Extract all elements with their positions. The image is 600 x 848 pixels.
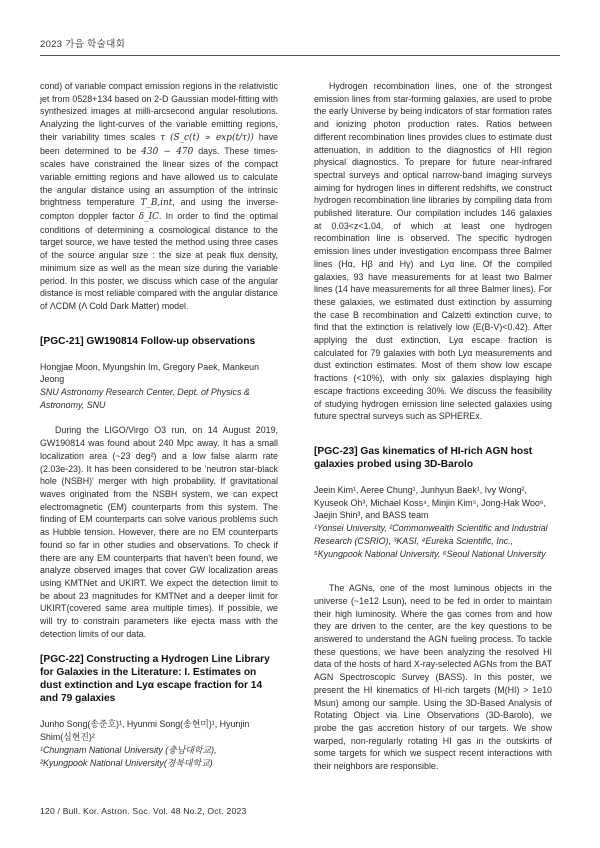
- pgc23-affiliation: ¹Yonsei University, ²Commonwealth Scientific and Industrial Research (CSRIO), ³KASI, ⁴Eureka Scientific, Inc., ⁵Kyungpook National University, ⁶Seoul National University: [314, 523, 548, 559]
- left-column: [40, 80, 278, 769]
- intro-text-3: days. These times-scales have constrained the linear sizes of the compact variable emitting regions and have allowed us to calculate the angular distance using an assumption of the intrinsic brightness temperature: [40, 145, 279, 208]
- header-rule: [40, 55, 560, 56]
- pgc21-affiliation: SNU Astronomy Research Center, Dept. of Physics & Astronomy, SNU: [40, 387, 250, 410]
- intro-text-5: . In order to find the optimal conditions of determining a cosmological distance to the target source, we have tested the method using three cases of the source angular size : the size at peak flux density, minimum size as well as the mean size during the variable period. In this poster, we discuss which case of the angular distance is most reliable compared with the angular distance of ΛCDM (Λ Cold Dark Matter) model.: [40, 211, 278, 311]
- pgc23-authors: Jeein Kim¹, Aeree Chung¹, Junhyun Baek¹, Ivy Wong², Kyuseok Oh³, Michael Koss⁴, Minjin Kim⁵, Jong-Hak Woo⁶, Jaejin Shin³, and BASS team: [314, 484, 546, 521]
- pgc21-authors: Hongjae Moon, Myungshin Im, Gregory Paek, Mankeun Jeong: [40, 361, 260, 385]
- page-footer: 120 / Bull. Kor. Astron. Soc. Vol. 48 No.2, Oct. 2023: [40, 806, 247, 816]
- pgc21-title: [PGC-21] GW190814 Follow-up observations: [40, 335, 256, 347]
- pgc22-title: [PGC-22] Constructing a Hydrogen Line Library for Galaxies in the Literature: I. Estimates on dust extinction and Lyα escape fraction for 14 and 79 galaxies: [40, 654, 270, 705]
- pgc23-abstract: The AGNs, one of the most luminous objects in the universe (~1e12 Lsun), need to be fed in order to maintain their high luminosity. Where the gas comes from and how they are driven to the center, are the key questions to be answered to understand the AGN fueling process. To tackle these questions, we have been analyzing the resolved HI data of the hosts of hard X-ray-selected AGNs from the BAT AGN Spectroscopic Survey (BASS). In this poster, we present the HI kinematics of HI-rich targets (M(HI) > 1e10 Msun) among our sample. Using the 3D-Based Analysis of Rotating Object via Line Observations (3D-Barolo), we probe the gas accretion history of our targets. We show warped, non-regularly rotating HI gas in the outskirts of some targets for which we suspect recent interactions with their neighbors are responsible.: [314, 583, 552, 772]
- running-header: 2023 가을 학술대회: [40, 39, 126, 50]
- doppler-factor-symbol: δ_IC: [138, 212, 159, 223]
- pgc23-title: [PGC-23] Gas kinematics of HI-rich AGN host galaxies probed using 3D-Barolo: [314, 445, 533, 470]
- intro-text-1: cond) of variable compact emission regions in the relativistic jet from 0528+134 based on 2-D Gaussian model-fitting with synthesized images at milli-arcsecond angular resolutions. Analyzing the light-curves of the variable emitting regions, their variability times scales: [40, 81, 278, 142]
- timescale-range: 430 − 470: [141, 146, 194, 157]
- variability-formula: (S_c(t) ∝ exp(t/τ)): [170, 132, 254, 143]
- intro-text-2: have been determined to be: [40, 131, 278, 156]
- tau-symbol: τ: [160, 132, 166, 143]
- intro-paragraph: [40, 80, 278, 313]
- pgc22-abstract: Hydrogen recombination lines, one of the strongest emission lines from star-forming galaxies, are used to probe the early Universe by being indicators of star formation rates and ionizing photon production rates. Ratios between different recombination lines provides clues to estimate dust attenuation, in addition to the diagnostics of HII region physical diagnostics. To prepare for future near-infrared spectral surveys and optical narrow-band imaging surveys aiming for hydrogen lines in different redshifts, we construct hydrogen recombination line libraries by compiling data from published literature. Our compilation includes 146 galaxies at 0.03<z<1.04, of which at least one hydrogen recombination line is observed. The specific hydrogen emission lines under investigation encompass three Balmer lines (Hα, Hβ and Hγ) and Lyα line. Of the compiled galaxies, 93 have measurements for at least two Balmer lines (14 have measurements for all three Balmer lines). For these galaxies, we estimated dust extinction by assuming the case B recombination and Calzetti extinction curve, to find that the extinction is relatively low (E(B-V)<0.42). After applying the dust extinction, Lyα escape fraction is calculated for 79 galaxies with both Lyα measurements and dust extinction estimates. Most of them show low escape fractions (<10%), with only six galaxies displaying high escape fractions exceeding 30%. We discuss the feasibility of studying hydrogen emission line selected galaxies using future spectral surveys such as SPHEREx.: [314, 81, 552, 422]
- right-column: [314, 80, 552, 773]
- pgc21-abstract: During the LIGO/Virgo O3 run, on 14 August 2019, GW190814 was found about 240 Mpc away. It has a small localization area (~23 deg²) and a low false alarm rate (2.03e-23). It has been considered to be 'neutron star-black hole (NSBH)' merger with high probability. If gravitational waves originated from the NSBH system, we can expect electromagnetic (EM) counterparts from this system. The finding of EM counterparts can solve various problems such as Hubble tension. However, there are no EM counterparts found so far in other studies and observations. To check if there are any EM counterparts that haven't been found, we analyze observed images that cover GW localization areas using KMTNet and UKIRT. We expect the detection limit to be about 23 magnitudes for KMTNet and a deeper limit for UKIRT(covered same area multiple times). If possible, we will try to constrain parameters like ejecta mass with the detection limits of our data.: [40, 425, 278, 639]
- pgc22-affiliation-2: ²Kyungpook National University(경북대학교): [40, 757, 213, 768]
- pgc22-authors: Junho Song(송준호)¹, Hyunmi Song(송현미)¹, Hyunjin Shim(심현진)²: [40, 719, 250, 743]
- intro-text-4: , and using the inverse-compton doppler factor: [40, 197, 279, 222]
- pgc22-affiliation-1: ¹Chungnam National University (충남대학교),: [40, 744, 217, 755]
- brightness-temperature-symbol: T_B,int: [140, 198, 173, 209]
